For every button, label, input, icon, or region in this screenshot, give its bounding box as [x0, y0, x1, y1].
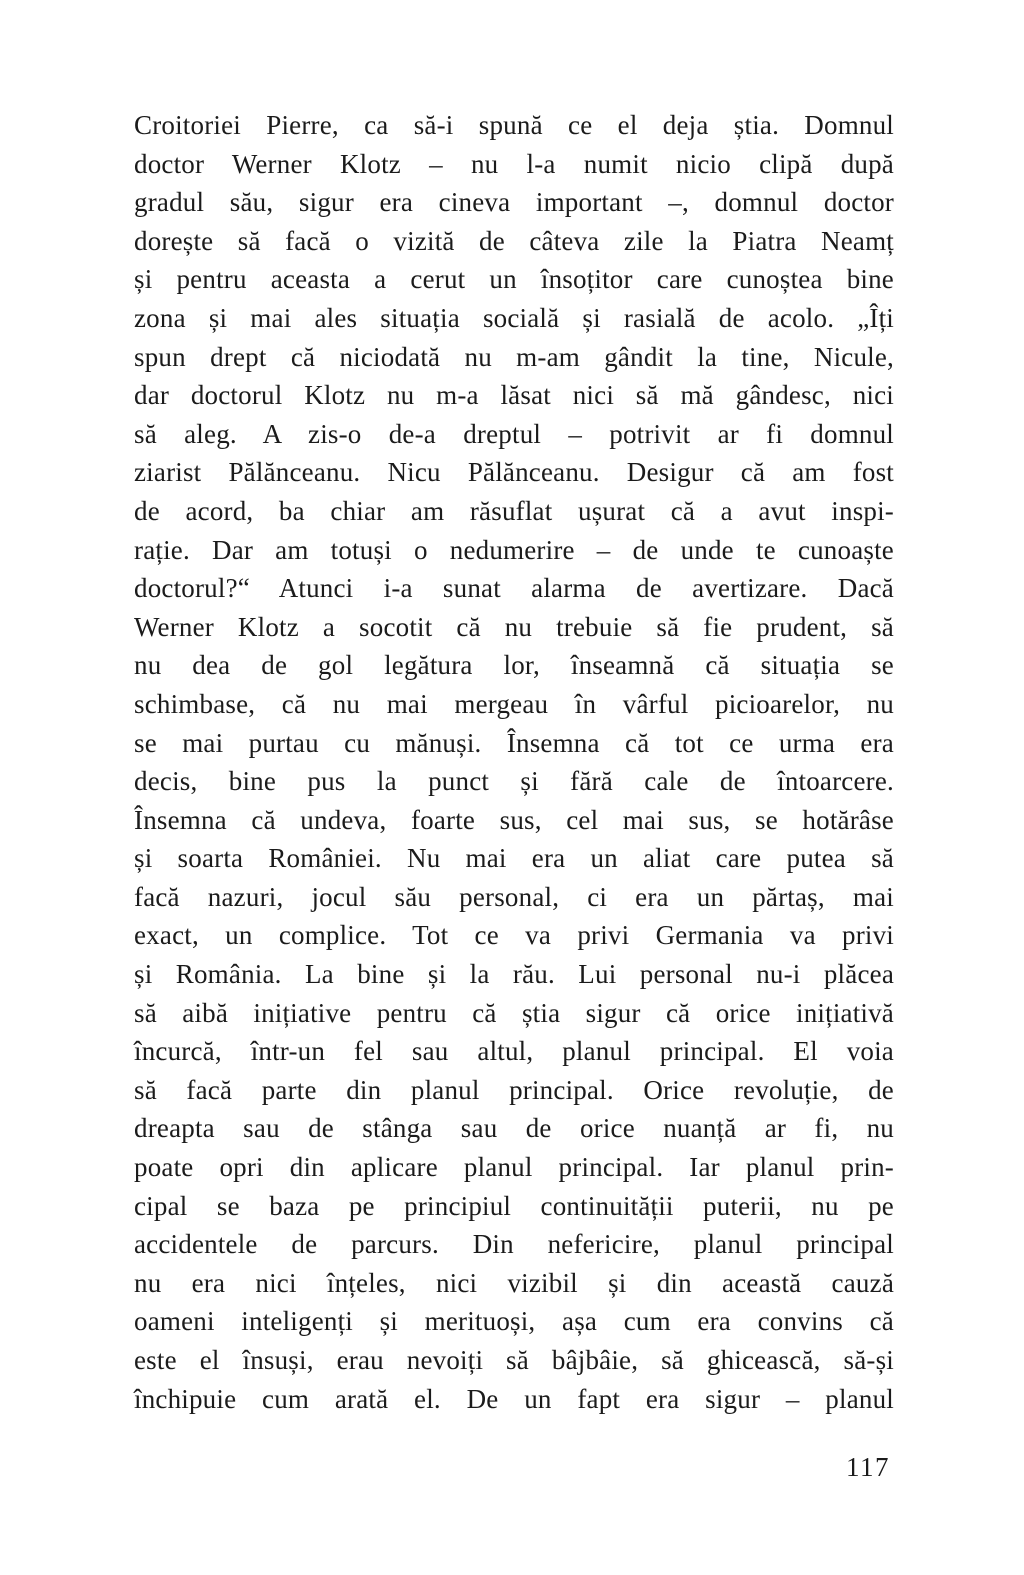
text-line: spun drept că niciodată nu m-am gândit la tine, Nicule,: [134, 341, 894, 372]
text-line: nu dea de gol legătura lor, înseamnă că situația se: [134, 650, 894, 681]
text-line: Însemna că undeva, foarte sus, cel mai sus, se hotărâse: [134, 804, 894, 835]
text-line: exact, un complice. Tot ce va privi Germania va privi: [134, 920, 894, 951]
text-line: accidentele de parcurs. Din nefericire, planul principal: [134, 1229, 894, 1260]
text-line: să aibă inițiative pentru că știa sigur că orice inițiativă: [134, 997, 894, 1028]
text-line: nu era nici înțeles, nici vizibil și din această cauză: [134, 1267, 894, 1298]
text-line: de acord, ba chiar am răsuflat ușurat că a avut inspi-: [134, 495, 894, 526]
text-line: doctorul?“ Atunci i-a sunat alarma de avertizare. Dacă: [134, 573, 894, 604]
text-line: doctor Werner Klotz – nu l-a numit nicio clipă după: [134, 148, 894, 179]
text-line: se mai purtau cu mănuși. Însemna că tot ce urma era: [134, 727, 894, 758]
text-line: să facă parte din planul principal. Orice revoluție, de: [134, 1074, 894, 1105]
text-line: zona și mai ales situația socială și rasială de acolo. „Îți: [134, 302, 894, 333]
text-line: încurcă, într-un fel sau altul, planul principal. El voia: [134, 1036, 894, 1067]
text-line: dar doctorul Klotz nu m-a lăsat nici să mă gândesc, nici: [134, 380, 894, 411]
text-line: închipuie cum arată el. De un fapt era sigur – planul: [134, 1383, 894, 1414]
text-line: oameni inteligenți și merituoși, așa cum era convins că: [134, 1306, 894, 1337]
text-line: decis, bine pus la punct și fără cale de întoarcere.: [134, 766, 894, 797]
text-line: cipal se baza pe principiul continuității puterii, nu pe: [134, 1190, 894, 1221]
text-line: facă nazuri, jocul său personal, ci era un părtaș, mai: [134, 881, 894, 912]
text-line: și soarta României. Nu mai era un aliat care putea să: [134, 843, 894, 874]
text-line: dreapta sau de stânga sau de orice nuanță ar fi, nu: [134, 1113, 894, 1144]
text-line: rație. Dar am totuși o nedumerire – de unde te cunoaște: [134, 534, 894, 565]
text-line: gradul său, sigur era cineva important –, domnul doctor: [134, 187, 894, 218]
page-number: 117: [846, 1452, 890, 1482]
text-line: dorește să facă o vizită de câteva zile la Piatra Neamț: [134, 225, 894, 256]
text-block: [134, 106, 894, 1418]
text-line: schimbase, că nu mai mergeau în vârful picioarelor, nu: [134, 688, 894, 719]
text-line: și pentru aceasta a cerut un însoțitor care cunoștea bine: [134, 264, 894, 295]
text-line: Croitoriei Pierre, ca să-i spună ce el deja știa. Domnul: [134, 110, 894, 140]
text-line: poate opri din aplicare planul principal. Iar planul prin-: [134, 1152, 894, 1183]
text-line: să aleg. A zis-o de-a dreptul – potrivit ar fi domnul: [134, 418, 894, 449]
text-line: Werner Klotz a socotit că nu trebuie să fie prudent, să: [134, 611, 894, 642]
text-line: ziarist Pălănceanu. Nicu Pălănceanu. Desigur că am fost: [134, 457, 894, 488]
text-line: este el însuși, erau nevoiți să bâjbâie, să ghicească, să-și: [134, 1345, 894, 1375]
text-line: și România. La bine și la rău. Lui personal nu-i plăcea: [134, 959, 894, 990]
